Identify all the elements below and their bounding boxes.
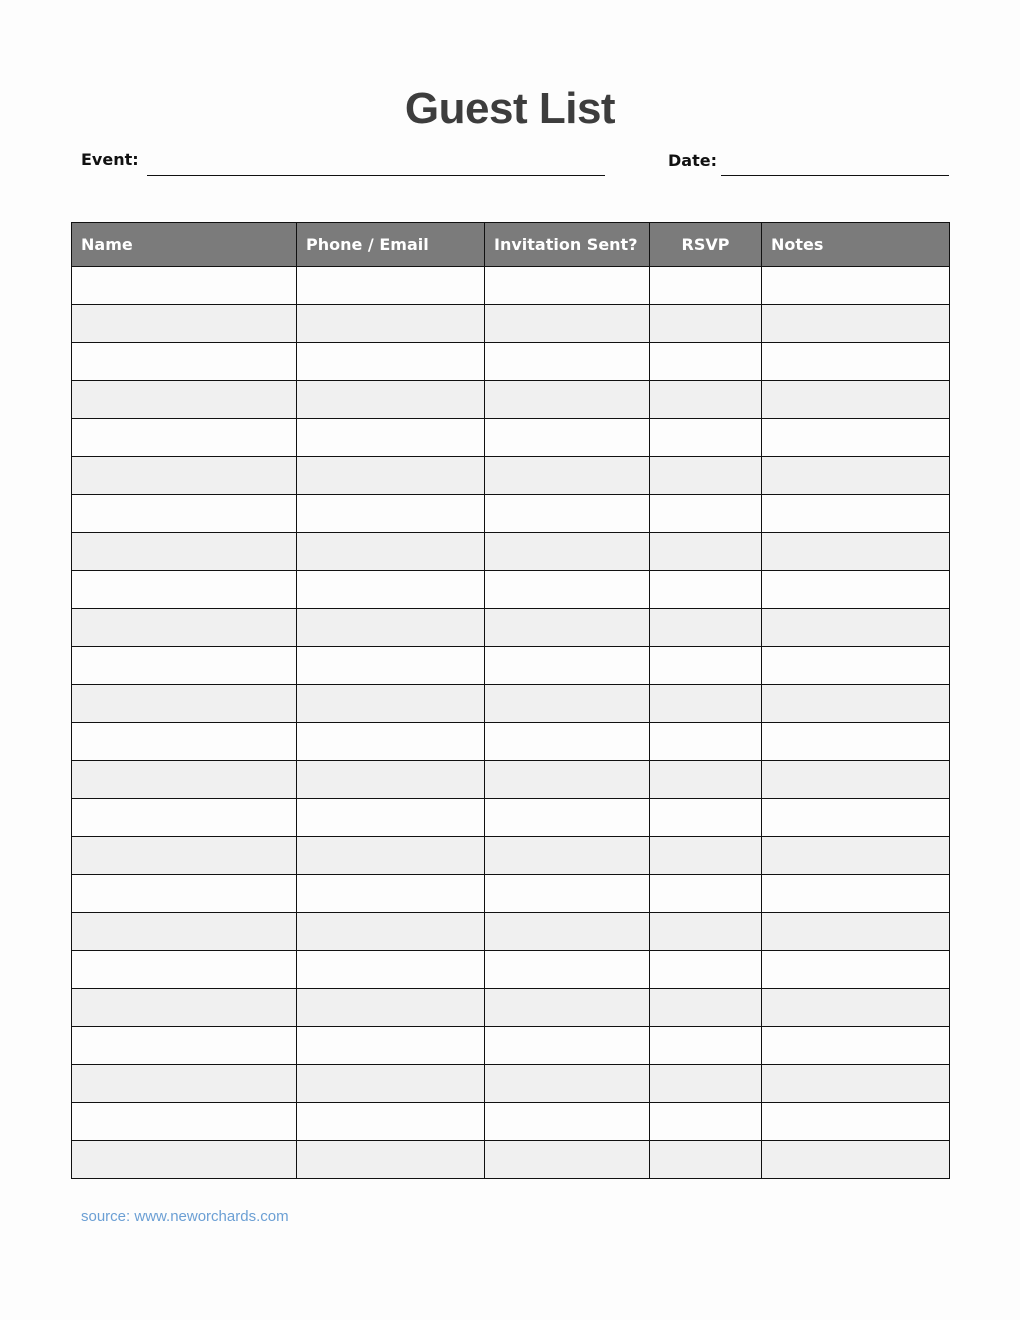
cell-notes[interactable]: [762, 609, 950, 647]
event-field[interactable]: [147, 175, 605, 176]
table-row: [72, 989, 950, 1027]
cell-name[interactable]: [72, 305, 297, 343]
cell-rsvp[interactable]: [650, 913, 762, 951]
cell-name[interactable]: [72, 685, 297, 723]
cell-notes[interactable]: [762, 495, 950, 533]
cell-rsvp[interactable]: [650, 761, 762, 799]
cell-rsvp[interactable]: [650, 419, 762, 457]
cell-rsvp[interactable]: [650, 723, 762, 761]
source-link[interactable]: source: www.neworchards.com: [81, 1208, 289, 1225]
cell-phone-email[interactable]: [297, 533, 485, 571]
cell-phone-email[interactable]: [297, 723, 485, 761]
cell-rsvp[interactable]: [650, 571, 762, 609]
table-row: [72, 1103, 950, 1141]
cell-name[interactable]: [72, 1027, 297, 1065]
column-header-name: Name: [72, 223, 297, 267]
cell-phone-email[interactable]: [297, 913, 485, 951]
cell-invitation-sent[interactable]: [485, 837, 650, 875]
table-row: [72, 609, 950, 647]
cell-name[interactable]: [72, 381, 297, 419]
guest-list-table: [71, 222, 950, 1179]
table-row: [72, 457, 950, 495]
cell-rsvp[interactable]: [650, 799, 762, 837]
cell-notes[interactable]: [762, 457, 950, 495]
cell-name[interactable]: [72, 761, 297, 799]
table-row: [72, 305, 950, 343]
cell-invitation-sent[interactable]: [485, 799, 650, 837]
cell-invitation-sent[interactable]: [485, 989, 650, 1027]
cell-name[interactable]: [72, 1065, 297, 1103]
cell-notes[interactable]: [762, 533, 950, 571]
table-row: [72, 1141, 950, 1179]
cell-name[interactable]: [72, 1141, 297, 1179]
cell-notes[interactable]: [762, 875, 950, 913]
table-row: [72, 343, 950, 381]
table-row: [72, 875, 950, 913]
cell-invitation-sent[interactable]: [485, 951, 650, 989]
cell-rsvp[interactable]: [650, 267, 762, 305]
cell-notes[interactable]: [762, 1141, 950, 1179]
table-row: [72, 685, 950, 723]
cell-invitation-sent[interactable]: [485, 457, 650, 495]
cell-invitation-sent[interactable]: [485, 685, 650, 723]
table-row: [72, 647, 950, 685]
cell-notes[interactable]: [762, 951, 950, 989]
table-row: [72, 913, 950, 951]
cell-name[interactable]: [72, 913, 297, 951]
cell-notes[interactable]: [762, 837, 950, 875]
cell-rsvp[interactable]: [650, 647, 762, 685]
cell-rsvp[interactable]: [650, 495, 762, 533]
cell-name[interactable]: [72, 1103, 297, 1141]
cell-notes[interactable]: [762, 799, 950, 837]
cell-rsvp[interactable]: [650, 457, 762, 495]
table-row: [72, 723, 950, 761]
cell-invitation-sent[interactable]: [485, 571, 650, 609]
table-row: [72, 533, 950, 571]
cell-name[interactable]: [72, 533, 297, 571]
event-label: Event:: [81, 150, 139, 169]
cell-phone-email[interactable]: [297, 305, 485, 343]
cell-phone-email[interactable]: [297, 1103, 485, 1141]
cell-invitation-sent[interactable]: [485, 609, 650, 647]
cell-invitation-sent[interactable]: [485, 343, 650, 381]
cell-name[interactable]: [72, 647, 297, 685]
cell-notes[interactable]: [762, 381, 950, 419]
table-row: [72, 1065, 950, 1103]
cell-notes[interactable]: [762, 571, 950, 609]
date-field[interactable]: [721, 175, 949, 176]
cell-phone-email[interactable]: [297, 685, 485, 723]
cell-phone-email[interactable]: [297, 381, 485, 419]
cell-invitation-sent[interactable]: [485, 419, 650, 457]
cell-phone-email[interactable]: [297, 419, 485, 457]
cell-notes[interactable]: [762, 1103, 950, 1141]
cell-rsvp[interactable]: [650, 1141, 762, 1179]
cell-rsvp[interactable]: [650, 609, 762, 647]
cell-notes[interactable]: [762, 647, 950, 685]
cell-notes[interactable]: [762, 761, 950, 799]
date-label: Date:: [668, 151, 717, 170]
cell-notes[interactable]: [762, 343, 950, 381]
cell-rsvp[interactable]: [650, 1065, 762, 1103]
table-row: [72, 951, 950, 989]
cell-invitation-sent[interactable]: [485, 1027, 650, 1065]
cell-name[interactable]: [72, 989, 297, 1027]
cell-rsvp[interactable]: [650, 837, 762, 875]
cell-rsvp[interactable]: [650, 533, 762, 571]
cell-name[interactable]: [72, 837, 297, 875]
cell-phone-email[interactable]: [297, 1027, 485, 1065]
cell-name[interactable]: [72, 723, 297, 761]
cell-invitation-sent[interactable]: [485, 723, 650, 761]
cell-name[interactable]: [72, 457, 297, 495]
cell-invitation-sent[interactable]: [485, 495, 650, 533]
cell-notes[interactable]: [762, 989, 950, 1027]
cell-invitation-sent[interactable]: [485, 305, 650, 343]
column-header-rsvp: RSVP: [650, 223, 762, 267]
cell-name[interactable]: [72, 875, 297, 913]
cell-phone-email[interactable]: [297, 1141, 485, 1179]
cell-rsvp[interactable]: [650, 381, 762, 419]
cell-rsvp[interactable]: [650, 343, 762, 381]
cell-rsvp[interactable]: [650, 989, 762, 1027]
cell-name[interactable]: [72, 951, 297, 989]
column-header-phone-email: Phone / Email: [297, 223, 485, 267]
cell-notes[interactable]: [762, 913, 950, 951]
cell-rsvp[interactable]: [650, 875, 762, 913]
cell-notes[interactable]: [762, 305, 950, 343]
cell-name[interactable]: [72, 609, 297, 647]
cell-rsvp[interactable]: [650, 685, 762, 723]
cell-rsvp[interactable]: [650, 951, 762, 989]
cell-rsvp[interactable]: [650, 1103, 762, 1141]
cell-invitation-sent[interactable]: [485, 1141, 650, 1179]
cell-rsvp[interactable]: [650, 1027, 762, 1065]
table-row: [72, 761, 950, 799]
cell-invitation-sent[interactable]: [485, 761, 650, 799]
cell-name[interactable]: [72, 419, 297, 457]
column-header-notes: Notes: [762, 223, 950, 267]
cell-invitation-sent[interactable]: [485, 267, 650, 305]
cell-invitation-sent[interactable]: [485, 913, 650, 951]
cell-invitation-sent[interactable]: [485, 381, 650, 419]
cell-phone-email[interactable]: [297, 837, 485, 875]
cell-phone-email[interactable]: [297, 989, 485, 1027]
cell-invitation-sent[interactable]: [485, 533, 650, 571]
cell-name[interactable]: [72, 343, 297, 381]
cell-name[interactable]: [72, 571, 297, 609]
cell-name[interactable]: [72, 799, 297, 837]
cell-rsvp[interactable]: [650, 305, 762, 343]
cell-phone-email[interactable]: [297, 951, 485, 989]
cell-phone-email[interactable]: [297, 647, 485, 685]
page-title: Guest List: [404, 84, 616, 133]
cell-notes[interactable]: [762, 723, 950, 761]
cell-invitation-sent[interactable]: [485, 875, 650, 913]
table-row: [72, 1027, 950, 1065]
cell-name[interactable]: [72, 495, 297, 533]
cell-notes[interactable]: [762, 1027, 950, 1065]
cell-phone-email[interactable]: [297, 875, 485, 913]
cell-phone-email[interactable]: [297, 495, 485, 533]
table-row: [72, 571, 950, 609]
table-row: [72, 495, 950, 533]
cell-invitation-sent[interactable]: [485, 1065, 650, 1103]
cell-phone-email[interactable]: [297, 1065, 485, 1103]
table-row: [72, 837, 950, 875]
cell-notes[interactable]: [762, 267, 950, 305]
table-row: [72, 799, 950, 837]
cell-name[interactable]: [72, 267, 297, 305]
cell-notes[interactable]: [762, 419, 950, 457]
cell-phone-email[interactable]: [297, 267, 485, 305]
cell-phone-email[interactable]: [297, 571, 485, 609]
cell-phone-email[interactable]: [297, 343, 485, 381]
table-row: [72, 381, 950, 419]
table-header-row: [72, 223, 950, 267]
table-row: [72, 419, 950, 457]
cell-phone-email[interactable]: [297, 761, 485, 799]
cell-invitation-sent[interactable]: [485, 1103, 650, 1141]
cell-notes[interactable]: [762, 685, 950, 723]
cell-phone-email[interactable]: [297, 799, 485, 837]
cell-phone-email[interactable]: [297, 609, 485, 647]
column-header-invitation-sent: Invitation Sent?: [485, 223, 650, 267]
table-row: [72, 267, 950, 305]
cell-phone-email[interactable]: [297, 457, 485, 495]
cell-notes[interactable]: [762, 1065, 950, 1103]
cell-invitation-sent[interactable]: [485, 647, 650, 685]
